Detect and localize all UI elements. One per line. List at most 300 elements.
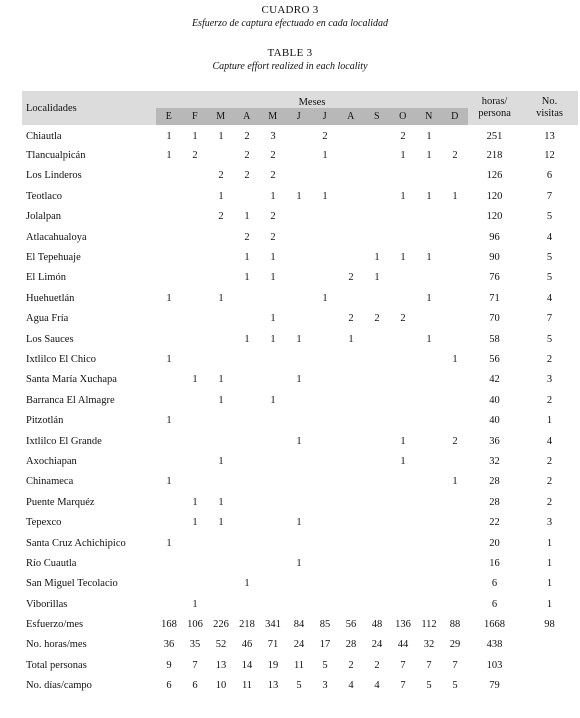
horas-persona-cell: 1668 <box>484 619 506 631</box>
horas-header-line2: persona <box>478 108 511 119</box>
horas-persona-cell: 71 <box>489 292 500 304</box>
month-cell <box>234 349 260 369</box>
month-cell: 168 <box>161 619 177 631</box>
month-cell <box>208 574 234 594</box>
locality-name: Tlancualpicán <box>26 150 86 162</box>
month-cell: 14 <box>241 659 253 671</box>
month-cell: 136 <box>395 619 411 631</box>
month-cell: 29 <box>449 639 461 651</box>
table-row <box>22 349 578 369</box>
month-cell: 1 <box>400 252 406 264</box>
table-title: TABLE 3 <box>267 47 313 59</box>
month-cell <box>312 410 338 430</box>
locality-name: Santa María Xuchapa <box>26 374 117 386</box>
month-cell <box>416 268 442 288</box>
month-cell <box>390 349 416 369</box>
no-visitas-cell <box>521 676 578 696</box>
month-cell: 2 <box>452 150 458 162</box>
month-cell <box>260 533 286 553</box>
month-cell <box>338 145 364 165</box>
month-cell <box>364 472 390 492</box>
month-cell: 4 <box>374 680 380 692</box>
month-cell: 1 <box>244 333 250 345</box>
month-cell <box>234 186 260 206</box>
table-subtitle: Capture effort realized in each locality <box>212 61 368 72</box>
month-cell <box>416 370 442 390</box>
month-cell <box>390 207 416 227</box>
month-cell <box>312 533 338 553</box>
locality-name: San Miguel Tecolacio <box>26 578 118 590</box>
month-header: E <box>156 108 182 125</box>
month-cell <box>442 166 468 186</box>
month-cell <box>312 472 338 492</box>
month-cell <box>286 533 312 553</box>
month-cell <box>286 207 312 227</box>
month-cell <box>442 370 468 390</box>
month-cell <box>416 390 442 410</box>
month-cell <box>286 492 312 512</box>
horas-persona-cell: 36 <box>489 435 500 447</box>
month-header: A <box>338 108 364 125</box>
month-cell: 7 <box>192 659 198 671</box>
month-cell: 2 <box>218 211 224 223</box>
table-heading <box>0 47 580 73</box>
month-cell <box>442 227 468 247</box>
month-cell: 2 <box>270 150 276 162</box>
no-visitas-cell <box>521 655 578 675</box>
no-visitas-cell: 2 <box>546 353 553 365</box>
month-cell <box>390 227 416 247</box>
month-cell <box>156 186 182 206</box>
month-cell <box>390 370 416 390</box>
month-cell <box>390 492 416 512</box>
month-cell <box>286 472 312 492</box>
month-cell: 1 <box>322 190 328 202</box>
month-cell <box>442 492 468 512</box>
month-cell <box>182 410 208 430</box>
table-row <box>22 492 578 512</box>
month-cell <box>390 553 416 573</box>
table-row <box>22 472 578 492</box>
month-cell <box>338 533 364 553</box>
month-cell <box>156 309 182 329</box>
month-cell: 1 <box>244 272 250 284</box>
meses-header: Meses <box>156 91 468 108</box>
month-cell <box>234 553 260 573</box>
month-cell: 2 <box>218 170 224 182</box>
month-cell: 1 <box>426 150 432 162</box>
no-visitas-cell: 5 <box>546 272 553 284</box>
month-cell: 2 <box>322 130 328 142</box>
no-visitas-cell: 7 <box>546 190 553 202</box>
locality-name: Río Cuautla <box>26 557 77 569</box>
month-cell: 88 <box>449 619 461 631</box>
no-visitas-cell: 5 <box>546 252 553 264</box>
month-cell: 1 <box>218 455 224 467</box>
locality-name: Pitzotlán <box>26 415 64 427</box>
month-cell: 226 <box>213 619 229 631</box>
month-cell <box>390 329 416 349</box>
month-cell <box>364 594 390 614</box>
month-cell: 24 <box>293 639 305 651</box>
month-cell <box>442 309 468 329</box>
table-body <box>22 125 578 696</box>
month-cell <box>442 390 468 410</box>
month-cell <box>442 451 468 471</box>
month-cell <box>156 553 182 573</box>
month-cell: 2 <box>348 272 354 284</box>
month-cell <box>156 390 182 410</box>
month-cell <box>234 533 260 553</box>
locality-name: Axochiapan <box>26 455 77 467</box>
no-visitas-cell: 1 <box>546 557 553 569</box>
month-header: S <box>364 108 390 125</box>
visitas-header-line1: No. <box>541 96 558 107</box>
month-cell: 1 <box>374 272 380 284</box>
month-cell <box>416 207 442 227</box>
month-cell: 1 <box>166 292 172 304</box>
table-row <box>22 288 578 308</box>
month-cell <box>182 533 208 553</box>
month-cell: 52 <box>215 639 227 651</box>
month-cell <box>312 166 338 186</box>
month-cell <box>442 247 468 267</box>
no-visitas-cell: 5 <box>546 333 553 345</box>
no-visitas-cell: 3 <box>546 517 553 529</box>
month-cell <box>416 451 442 471</box>
month-cell <box>234 492 260 512</box>
month-cell <box>312 329 338 349</box>
month-cell: 1 <box>218 292 224 304</box>
month-cell <box>156 370 182 390</box>
month-cell <box>182 186 208 206</box>
month-cell <box>234 288 260 308</box>
month-cell <box>260 451 286 471</box>
month-cell <box>442 410 468 430</box>
month-cell <box>182 553 208 573</box>
month-cell <box>338 166 364 186</box>
cuadro-heading <box>0 4 580 30</box>
month-cell <box>156 166 182 186</box>
table-row <box>22 655 578 675</box>
month-cell: 1 <box>166 150 172 162</box>
month-cell: 218 <box>239 619 255 631</box>
table-row <box>22 410 578 430</box>
month-cell: 28 <box>345 639 357 651</box>
month-cell: 24 <box>371 639 383 651</box>
month-cell <box>390 288 416 308</box>
month-cell: 1 <box>270 190 276 202</box>
month-cell: 341 <box>265 619 281 631</box>
month-cell: 5 <box>296 680 302 692</box>
month-cell <box>312 431 338 451</box>
month-cell <box>156 574 182 594</box>
month-cell <box>312 553 338 573</box>
month-cell <box>182 574 208 594</box>
month-cell: 1 <box>218 130 224 142</box>
month-cell <box>286 288 312 308</box>
month-cell <box>208 349 234 369</box>
month-cell <box>312 512 338 532</box>
locality-name: Ixtlilco El Chico <box>26 353 96 365</box>
horas-persona-cell: 22 <box>489 517 500 529</box>
month-cell <box>208 329 234 349</box>
month-cell <box>338 594 364 614</box>
month-cell <box>182 207 208 227</box>
table-row <box>22 451 578 471</box>
month-cell <box>442 288 468 308</box>
horas-persona-cell: 76 <box>489 272 500 284</box>
month-cell <box>182 227 208 247</box>
month-cell <box>208 268 234 288</box>
table-row <box>22 614 578 634</box>
horas-persona-cell: 20 <box>489 537 500 549</box>
month-cell <box>416 166 442 186</box>
table-row <box>22 533 578 553</box>
month-cell: 2 <box>374 659 380 671</box>
month-cell <box>208 309 234 329</box>
month-cell: 1 <box>296 517 302 529</box>
month-cell <box>364 166 390 186</box>
month-cell <box>286 451 312 471</box>
month-cell: 6 <box>166 680 172 692</box>
month-cell <box>442 125 468 145</box>
month-cell: 1 <box>296 557 302 569</box>
horas-persona-header <box>468 91 521 125</box>
month-cell <box>338 492 364 512</box>
table-row <box>22 676 578 696</box>
month-cell <box>182 472 208 492</box>
locality-name: Huehuetlán <box>26 292 75 304</box>
month-cell: 1 <box>426 252 432 264</box>
month-cell <box>156 594 182 614</box>
horas-persona-cell: 56 <box>489 353 500 365</box>
table-row <box>22 594 578 614</box>
month-cell: 1 <box>166 415 172 427</box>
month-cell <box>182 349 208 369</box>
month-cell: 1 <box>426 333 432 345</box>
month-cell <box>364 390 390 410</box>
month-header: M <box>208 108 234 125</box>
no-visitas-cell: 98 <box>544 619 555 631</box>
no-visitas-cell: 2 <box>546 496 553 508</box>
month-cell <box>338 207 364 227</box>
month-cell <box>364 451 390 471</box>
month-cell: 1 <box>400 455 406 467</box>
locality-name: Esfuerzo/mes <box>26 619 84 631</box>
month-cell <box>338 349 364 369</box>
month-cell: 1 <box>270 252 276 264</box>
month-cell: 1 <box>244 578 250 590</box>
table-row <box>22 145 578 165</box>
month-cell: 2 <box>244 150 250 162</box>
month-cell <box>416 553 442 573</box>
month-cell <box>338 390 364 410</box>
month-cell <box>338 431 364 451</box>
table-row <box>22 390 578 410</box>
month-cell <box>442 553 468 573</box>
month-cell: 1 <box>270 272 276 284</box>
month-cell <box>416 472 442 492</box>
month-cell <box>234 309 260 329</box>
horas-persona-cell: 32 <box>489 455 500 467</box>
month-cell: 2 <box>400 313 406 325</box>
month-cell <box>416 309 442 329</box>
month-cell <box>260 410 286 430</box>
month-cell: 1 <box>244 252 250 264</box>
month-cell <box>156 451 182 471</box>
month-cell <box>338 410 364 430</box>
horas-persona-cell: 79 <box>489 680 500 692</box>
month-cell <box>416 431 442 451</box>
month-cell <box>286 227 312 247</box>
month-cell: 1 <box>452 353 458 365</box>
no-visitas-cell: 2 <box>546 476 553 488</box>
table-row <box>22 247 578 267</box>
no-visitas-cell: 7 <box>546 313 553 325</box>
month-cell: 36 <box>163 639 175 651</box>
month-cell <box>156 247 182 267</box>
month-cell: 1 <box>452 476 458 488</box>
no-visitas-header <box>521 91 578 125</box>
month-cell: 13 <box>215 659 227 671</box>
month-cell: 1 <box>192 598 198 610</box>
month-cell <box>390 268 416 288</box>
month-cell <box>208 553 234 573</box>
month-cell <box>156 512 182 532</box>
month-cell: 7 <box>452 659 458 671</box>
month-cell <box>156 329 182 349</box>
month-cell <box>234 472 260 492</box>
month-cell: 1 <box>426 130 432 142</box>
month-cell <box>338 227 364 247</box>
month-cell <box>286 268 312 288</box>
month-cell: 2 <box>270 231 276 243</box>
month-cell: 2 <box>270 170 276 182</box>
month-header: N <box>416 108 442 125</box>
month-cell <box>286 125 312 145</box>
month-cell <box>312 492 338 512</box>
month-cell <box>208 431 234 451</box>
month-cell: 4 <box>348 680 354 692</box>
horas-persona-cell: 28 <box>489 496 500 508</box>
header-row-top <box>22 91 578 108</box>
no-visitas-cell: 2 <box>546 394 553 406</box>
month-cell: 1 <box>192 130 198 142</box>
month-cell <box>182 329 208 349</box>
month-cell <box>234 594 260 614</box>
month-cell <box>182 288 208 308</box>
table-row <box>22 431 578 451</box>
month-cell: 1 <box>166 476 172 488</box>
month-cell <box>390 594 416 614</box>
month-cell <box>286 390 312 410</box>
month-cell <box>364 125 390 145</box>
month-cell <box>364 492 390 512</box>
no-visitas-cell: 12 <box>544 150 555 162</box>
month-cell <box>182 268 208 288</box>
month-cell: 1 <box>400 150 406 162</box>
month-cell: 1 <box>296 190 302 202</box>
month-header: F <box>182 108 208 125</box>
month-cell <box>208 594 234 614</box>
horas-persona-cell: 96 <box>489 231 500 243</box>
locality-name: Los Linderos <box>26 170 82 182</box>
month-cell <box>208 533 234 553</box>
month-cell <box>442 594 468 614</box>
locality-name: Ixtlilco El Grande <box>26 435 102 447</box>
month-cell: 71 <box>267 639 279 651</box>
horas-persona-cell: 103 <box>486 659 503 671</box>
month-cell: 6 <box>192 680 198 692</box>
month-cell: 1 <box>270 313 276 325</box>
month-cell <box>286 309 312 329</box>
month-cell <box>260 594 286 614</box>
month-cell: 1 <box>192 374 198 386</box>
horas-persona-cell: 126 <box>486 170 503 182</box>
table-row <box>22 125 578 145</box>
month-cell <box>286 166 312 186</box>
month-cell: 48 <box>371 619 383 631</box>
month-cell <box>390 410 416 430</box>
table-row <box>22 635 578 655</box>
month-cell <box>208 472 234 492</box>
month-cell <box>338 574 364 594</box>
month-cell <box>260 512 286 532</box>
table-row <box>22 207 578 227</box>
horas-persona-cell: 6 <box>491 578 498 590</box>
month-header: M <box>260 108 286 125</box>
month-cell <box>442 533 468 553</box>
month-cell <box>416 533 442 553</box>
month-cell: 2 <box>244 170 250 182</box>
locality-name: Chiautla <box>26 130 62 142</box>
no-visitas-cell: 4 <box>546 231 553 243</box>
month-cell: 2 <box>244 231 250 243</box>
month-cell <box>338 451 364 471</box>
month-cell: 1 <box>296 333 302 345</box>
no-visitas-cell: 5 <box>546 211 553 223</box>
table-row <box>22 512 578 532</box>
horas-persona-cell: 120 <box>486 211 503 223</box>
month-cell: 5 <box>426 680 432 692</box>
month-cell <box>286 574 312 594</box>
month-cell <box>182 431 208 451</box>
month-cell <box>364 553 390 573</box>
month-cell: 1 <box>400 435 406 447</box>
month-header: J <box>312 108 338 125</box>
month-cell <box>338 472 364 492</box>
no-visitas-cell: 6 <box>546 170 553 182</box>
month-cell <box>416 410 442 430</box>
month-cell <box>364 533 390 553</box>
month-cell: 44 <box>397 639 409 651</box>
month-cell: 1 <box>400 190 406 202</box>
table-row <box>22 309 578 329</box>
month-cell: 3 <box>322 680 328 692</box>
month-cell <box>260 553 286 573</box>
month-cell <box>182 166 208 186</box>
table-row <box>22 166 578 186</box>
no-visitas-cell <box>521 635 578 655</box>
month-cell <box>208 227 234 247</box>
month-cell <box>208 145 234 165</box>
month-cell: 2 <box>244 130 250 142</box>
month-cell <box>156 431 182 451</box>
month-cell: 1 <box>166 130 172 142</box>
locality-name: Atlacahualoya <box>26 231 87 243</box>
month-cell: 1 <box>426 292 432 304</box>
